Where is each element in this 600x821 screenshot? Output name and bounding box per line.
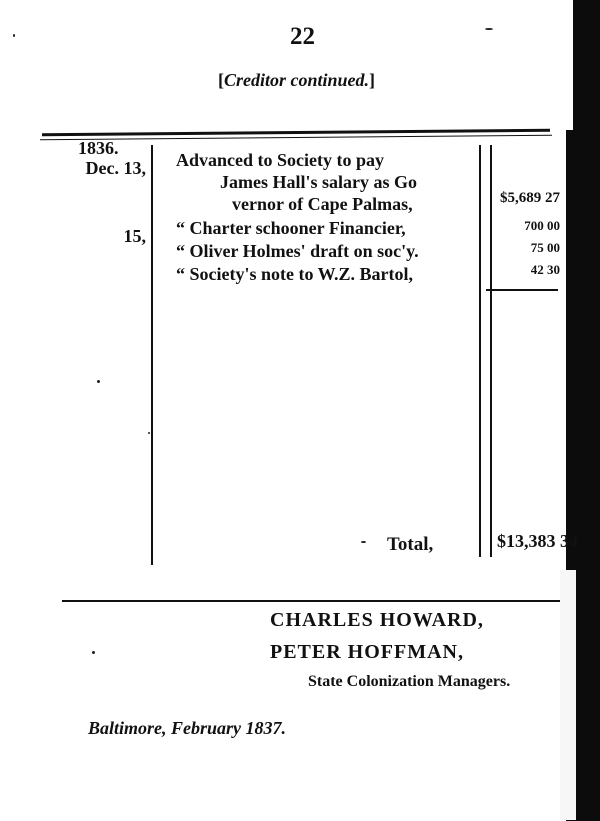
- page-number: 22: [290, 23, 315, 50]
- ledger-date-column-divider: [151, 145, 153, 565]
- running-head-bracket-open: [: [218, 70, 224, 90]
- entry-date: Dec. 13,: [85, 158, 146, 178]
- page-margin: [555, 0, 573, 130]
- scan-speck: [97, 380, 100, 383]
- signature-rule: [62, 600, 560, 602]
- entry-description-line: “ Charter schooner Financier,: [176, 218, 406, 238]
- entry-description-line: vernor of Cape Palmas,: [232, 194, 413, 214]
- ledger-year: 1836.: [78, 138, 119, 158]
- scan-speck: [13, 34, 15, 37]
- signatory-name: PETER HOFFMAN,: [270, 641, 464, 663]
- scan-speck: [92, 651, 95, 654]
- scan-speck: [148, 432, 150, 434]
- entry-amount: 75 00: [530, 240, 560, 255]
- signatory-title: State Colonization Managers.: [308, 673, 511, 690]
- total-amount: $13,383 34: [497, 531, 578, 551]
- page-margin-lower: [560, 570, 576, 820]
- signatory-name: CHARLES HOWARD,: [270, 609, 484, 631]
- sum-rule: [486, 289, 558, 291]
- entry-description-line: James Hall's salary as Go: [220, 172, 417, 192]
- entry-description-line: “ Oliver Holmes' draft on soc'y.: [176, 241, 419, 261]
- place-and-date: Baltimore, February 1837.: [88, 718, 287, 738]
- scan-speck: [485, 28, 493, 30]
- running-head: [218, 70, 375, 91]
- entry-description-line: “ Society's note to W.Z. Bartol,: [176, 264, 413, 284]
- running-head-text: Creditor continued.: [224, 70, 370, 90]
- entry-amount: $5,689 27: [500, 190, 560, 206]
- total-label: Total,: [387, 534, 434, 555]
- entry-description-line: Advanced to Society to pay: [176, 150, 384, 170]
- scan-speck: [361, 541, 366, 543]
- entry-amount: 700 00: [524, 218, 560, 233]
- running-head-bracket-close: ]: [369, 70, 376, 90]
- entry-amount: 42 30: [530, 262, 560, 277]
- entry-date: 15,: [123, 226, 146, 246]
